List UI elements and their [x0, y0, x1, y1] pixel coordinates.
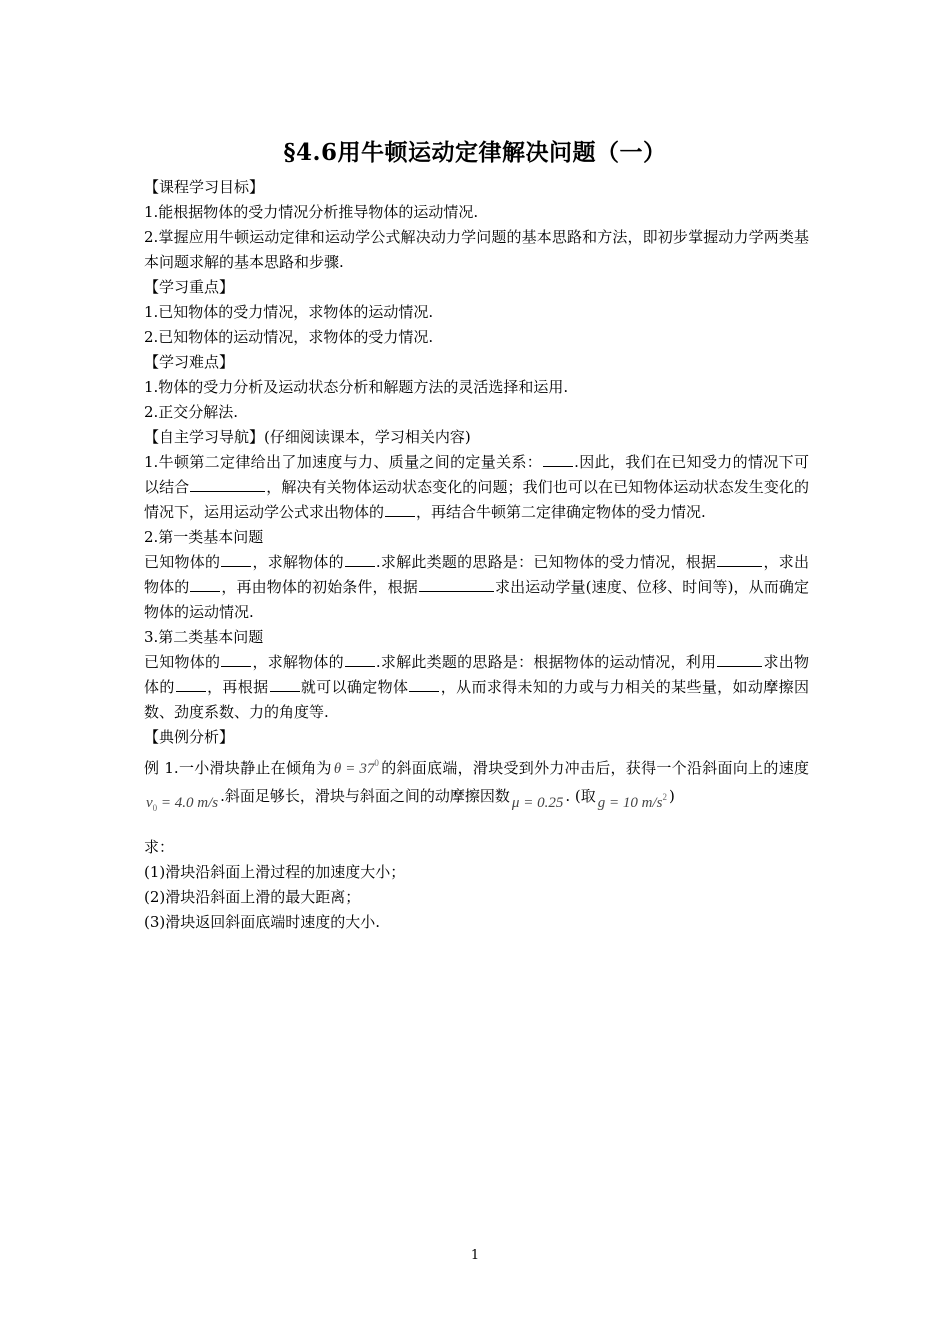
text-span: ，求解物体的 — [252, 653, 344, 671]
fill-blank[interactable] — [419, 576, 494, 592]
text-span: .斜面足够长，滑块与斜面之间的动摩擦因数 — [220, 787, 510, 805]
text-span: ) — [668, 787, 675, 805]
v0-symbol: v — [146, 795, 153, 811]
fill-blank[interactable] — [717, 551, 762, 567]
text-span: ，解决有关物体运动状态变化的问题；我们也可以在已知物体运动状态发生变化的情况下，运用运动学公式求出物体的 — [144, 478, 809, 521]
text-span: 已知物体的 — [144, 553, 221, 571]
fill-blank[interactable] — [176, 676, 206, 692]
fill-blank[interactable] — [190, 476, 265, 492]
fill-blank[interactable] — [221, 651, 251, 667]
g-formula — [596, 792, 669, 811]
difficulties-heading: 【学习难点】 — [144, 353, 235, 371]
keypoints-heading: 【学习重点】 — [144, 278, 235, 296]
text-span: .因此，我们在已知受力的情况下可以结合 — [144, 453, 809, 496]
text-span: ，再根据 — [206, 678, 269, 696]
guide-heading-note: (仔细阅读课本，学习相关内容) — [264, 428, 471, 446]
fill-blank[interactable] — [221, 551, 251, 567]
text-span: 已知物体的 — [144, 653, 221, 671]
text-span: 求出物体的 — [144, 653, 809, 696]
text-span: ，再由物体的初始条件，根据 — [221, 578, 418, 596]
text-span: 1.牛顿第二定律给出了加速度与力、质量之间的定量关系： — [144, 453, 543, 471]
fill-blank[interactable] — [543, 451, 573, 467]
g-expr: g = 10 m/s — [597, 795, 663, 811]
text-span: ，求解物体的 — [252, 553, 344, 571]
guide-paragraph-3 — [144, 650, 809, 725]
fill-blank[interactable] — [270, 676, 300, 692]
text-span: 就可以确定物体 — [300, 678, 409, 696]
guide-heading-row — [144, 425, 809, 450]
page-title: §4.6用牛顿运动定律解决问题（一） — [283, 139, 667, 166]
spacer — [144, 822, 809, 835]
text-span: 例 1.一小滑块静止在倾角为 — [144, 759, 332, 777]
question-1: (1)滑块沿斜面上滑过程的加速度大小； — [144, 863, 406, 881]
text-span: 的斜面底端，滑块受到外力冲击后，获得一个沿斜面向上的速度 — [380, 759, 809, 777]
keypoint-item-1: 1.已知物体的受力情况，求物体的运动情况. — [144, 303, 434, 321]
theta-expr: θ = 37 — [333, 761, 375, 777]
fill-blank[interactable] — [409, 676, 439, 692]
text-span: .求解此类题的思路是：已知物体的受力情况，根据 — [375, 553, 717, 571]
text-span: 求出运动学量(速度、位移、时间等)，从而确定物体的运动情况. — [144, 578, 809, 621]
v0-sub: 0 — [152, 803, 158, 813]
fill-blank[interactable] — [345, 551, 375, 567]
guide-section-3-title: 3.第二类基本问题 — [144, 628, 264, 646]
question-3: (3)滑块返回斜面底端时速度的大小. — [144, 913, 381, 931]
theta-sup: 0 — [374, 758, 379, 768]
question-2: (2)滑块沿斜面上滑的最大距离； — [144, 888, 361, 906]
text-span: ，求出物体的 — [144, 553, 809, 596]
goal-item-2: 2.掌握应用牛顿运动定律和运动学公式解决动力学问题的基本思路和方法，即初步掌握动力学两类基本问题求解的基本思路和步骤. — [144, 228, 809, 271]
guide-paragraph-2 — [144, 550, 809, 625]
goals-heading: 【课程学习目标】 — [144, 178, 265, 196]
goal-item-1: 1.能根据物体的受力情况分析推导物体的运动情况. — [144, 203, 479, 221]
fill-blank[interactable] — [385, 501, 415, 517]
v0-value: = 4.0 m/s — [157, 795, 219, 811]
document-body — [144, 175, 809, 935]
v0-formula — [144, 795, 220, 811]
guide-paragraph-1 — [144, 450, 809, 525]
g-sup: 2 — [662, 792, 667, 802]
example-ask: 求： — [144, 838, 175, 856]
difficulty-item-1: 1.物体的受力分析及运动状态分析和解题方法的灵活选择和运用. — [144, 378, 569, 396]
fill-blank[interactable] — [190, 576, 220, 592]
text-span: ，从而求得未知的力或与力相关的某些量，如动摩擦因数、劲度系数、力的角度等. — [144, 678, 809, 721]
example-1-text — [144, 750, 809, 822]
page-number: 1 — [470, 1248, 480, 1263]
mu-formula: μ = 0.25 — [511, 795, 564, 811]
fill-blank[interactable] — [345, 651, 375, 667]
text-span: .求解此类题的思路是：根据物体的运动情况，利用 — [375, 653, 717, 671]
difficulty-item-2: 2.正交分解法. — [144, 403, 239, 421]
fill-blank[interactable] — [717, 651, 762, 667]
guide-section-2-title: 2.第一类基本问题 — [144, 528, 264, 546]
example-heading: 【典例分析】 — [144, 728, 235, 746]
text-span: . (取 — [565, 787, 596, 805]
theta-formula — [332, 758, 381, 777]
keypoint-item-2: 2.已知物体的运动情况，求物体的受力情况. — [144, 328, 434, 346]
text-span: ，再结合牛顿第二定律确定物体的受力情况. — [416, 503, 706, 521]
guide-heading: 【自主学习导航】 — [144, 428, 265, 446]
